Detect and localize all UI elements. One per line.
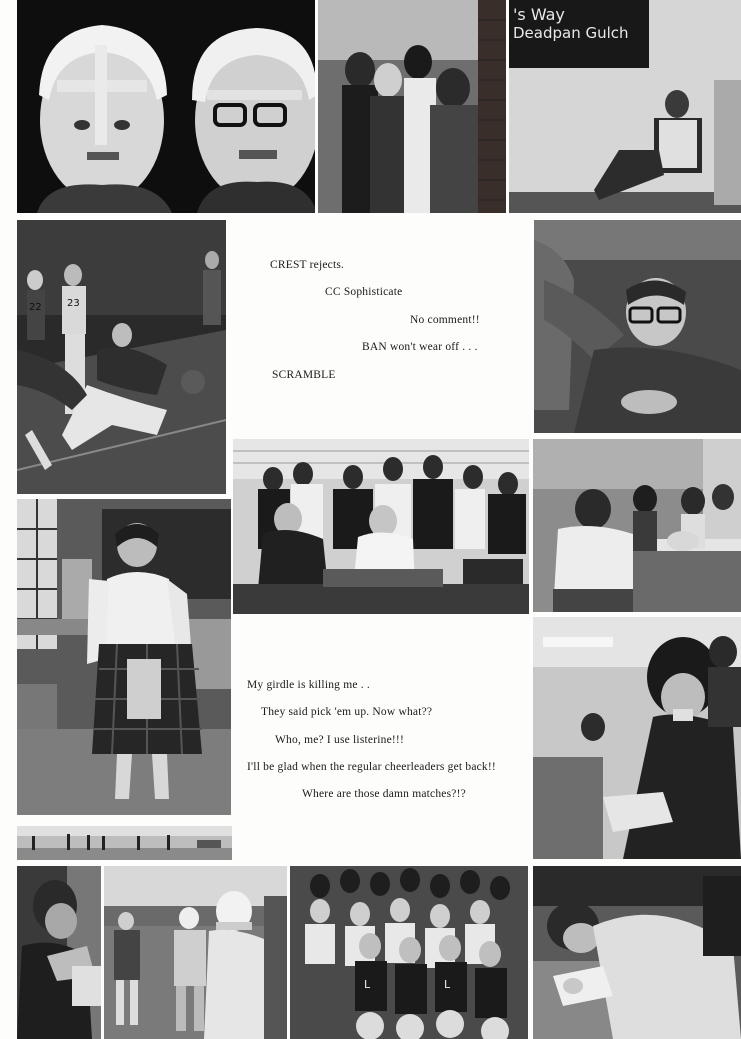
caption-cheerleaders: I'll be glad when the regular cheerleaders get back!!: [247, 761, 496, 773]
caption-cc-sophisticate: CC Sophisticate: [325, 286, 403, 298]
jersey-number-2: 23: [67, 298, 80, 309]
photo-helmet-boys: [17, 0, 315, 213]
chalkboard-line-2: Deadpan Gulch: [513, 24, 629, 42]
chalkboard-line-1: 's Way: [513, 5, 565, 24]
caption-listerine: Who, me? I use listerine!!!: [275, 734, 404, 746]
photo-girl-at-desk: [533, 617, 741, 859]
caption-no-comment: No comment!!: [410, 314, 480, 326]
caption-scramble: SCRAMBLE: [272, 369, 336, 381]
caption-crest-rejects: CREST rejects.: [270, 259, 345, 271]
photo-field-strip: [17, 826, 232, 860]
caption-girdle: My girdle is killing me . .: [247, 679, 370, 691]
photo-boy-bottom-left: [17, 866, 101, 1039]
photo-girls-outdoors: [318, 0, 506, 213]
caption-matches: Where are those damn matches?!?: [302, 788, 466, 800]
photo-cooking-class: [533, 439, 741, 612]
photo-girl-kilt: [17, 499, 231, 815]
photo-students-classroom: [233, 439, 529, 614]
jersey-number-4: L: [444, 978, 451, 991]
photo-girl-leaning: [533, 866, 741, 1039]
caption-ban: BAN won't wear off . . .: [362, 341, 478, 353]
chalkboard-text: [513, 6, 629, 42]
photo-football-players: [104, 866, 287, 1039]
photo-teacher-chalkboard: [509, 0, 741, 213]
jersey-number-1: 22: [29, 302, 42, 313]
caption-pick-em-up: They said pick 'em up. Now what??: [261, 706, 433, 718]
jersey-number-3: L: [364, 978, 371, 991]
photo-girls-basketball: [17, 220, 226, 494]
photo-boy-reclining: [534, 220, 741, 433]
photo-cheerleaders: [290, 866, 528, 1039]
